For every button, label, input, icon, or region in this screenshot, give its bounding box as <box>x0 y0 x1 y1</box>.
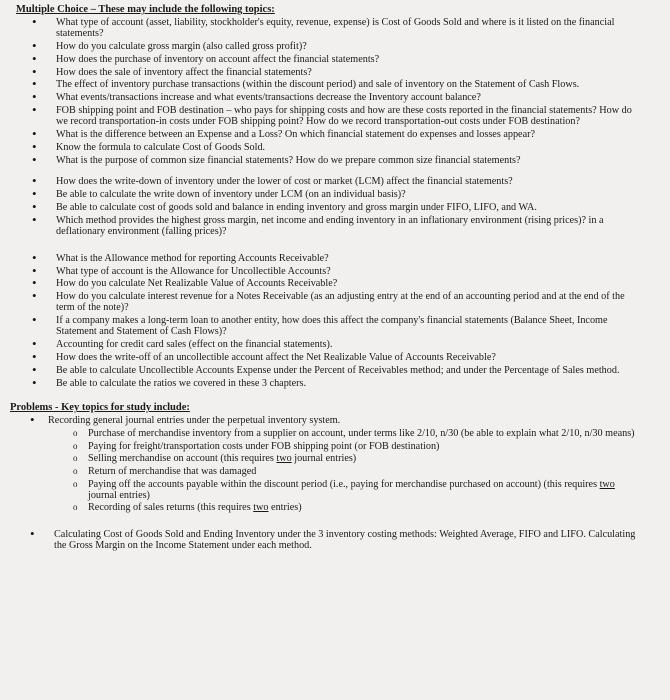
emphasis: two <box>599 478 615 490</box>
list-item: • Which method provides the highest gross margin, net income and ending inventory in an inflationary environment (rising prices)? in a deflationary environment (falling prices)? <box>10 215 662 237</box>
list-item: • What is the difference between an Expense and a Loss? On which financial statement do expenses and losses appear? <box>10 129 662 140</box>
list-item: • How does the write-off of an uncollectible account affect the Net Realizable Value of Accounts Receivable? <box>10 352 662 363</box>
list-item: o Purchase of merchandise inventory from a supplier on account, under terms like 2/10, n/30 (be able to explain what 2/10, n/30 means) <box>10 428 662 439</box>
list-item: • Be able to calculate cost of goods sold and balance in ending inventory and gross margin under FIFO, LIFO, and WA. <box>10 202 662 213</box>
emphasis: two <box>276 453 292 465</box>
list-item: o Return of merchandise that was damaged <box>10 466 662 477</box>
list-item: • How does the purchase of inventory on account affect the financial statements? <box>10 54 662 65</box>
list-item: • Be able to calculate Uncollectible Accounts Expense under the Percent of Receivables method; and under the Percentage of Sales method. <box>10 365 662 376</box>
list-item: • If a company makes a long-term loan to another entity, how does this affect the company's financial statements (Balance Sheet, Income Statement and Statement of Cash Flows)? <box>10 315 662 337</box>
list-item: • How do you calculate gross margin (also called gross profit)? <box>10 41 662 52</box>
text: Recording of sales returns (this requires <box>88 502 254 514</box>
emphasis: two <box>253 502 269 514</box>
text: journal entries) <box>291 453 357 465</box>
journal-entry-sublist <box>10 428 662 513</box>
text: Paying off the accounts payable within the discount period (i.e., paying for merchandise purchased on account) (this requires <box>88 478 600 490</box>
list-item: • How do you calculate Net Realizable Value of Accounts Receivable? <box>10 278 662 289</box>
list-item: • How does the write-down of inventory under the lower of cost or market (LCM) affect the financial statements? <box>10 176 662 187</box>
list-item <box>10 502 662 513</box>
list-item <box>10 453 662 464</box>
list-item: • What type of account (asset, liability, stockholder's equity, revenue, expense) is Cost of Goods Sold and where is it listed on the financial statements? <box>10 17 662 39</box>
problems-heading: Problems - Key topics for study include: <box>10 402 190 414</box>
list-item: • What type of account is the Allowance for Uncollectible Accounts? <box>10 266 662 277</box>
list-item: • What is the Allowance method for reporting Accounts Receivable? <box>10 253 662 264</box>
list-item: • Recording general journal entries under the perpetual inventory system. <box>10 415 662 426</box>
list-item <box>10 479 662 501</box>
list-item: o Paying for freight/transportation costs under FOB shipping point (or FOB destination) <box>10 441 662 452</box>
text: journal entries) <box>88 489 150 501</box>
list-item: • Accounting for credit card sales (effect on the financial statements). <box>10 339 662 350</box>
multiple-choice-heading: Multiple Choice – These may include the following topics: <box>16 4 275 15</box>
problems-list-2 <box>10 529 662 551</box>
list-item: • Calculating Cost of Goods Sold and Ending Inventory under the 3 inventory costing methods: Weighted Average, FIFO and LIFO. Calculating the Gross Margin on the Income Statement under each method. <box>10 529 662 551</box>
mc-topic-list-1 <box>10 17 662 166</box>
text: entries) <box>268 502 302 514</box>
list-item: • The effect of inventory purchase transactions (within the discount period) and sale of inventory on the Statement of Cash Flows. <box>10 79 662 90</box>
list-item: • Know the formula to calculate Cost of Goods Sold. <box>10 142 662 153</box>
text: Selling merchandise on account (this requires <box>88 453 277 465</box>
list-item: • How do you calculate interest revenue for a Notes Receivable (as an adjusting entry at the end of an accounting period and at the end of the term of the note)? <box>10 291 662 313</box>
problems-list <box>10 415 662 426</box>
list-item: • Be able to calculate the write down of inventory under LCM (on an individual basis)? <box>10 189 662 200</box>
list-item: • What events/transactions increase and what events/transactions decrease the Inventory account balance? <box>10 92 662 103</box>
list-item: • Be able to calculate the ratios we covered in these 3 chapters. <box>10 378 662 389</box>
list-item: • FOB shipping point and FOB destination – who pays for shipping costs and how are these costs reported in the financial statements? How do we record transportation-in costs under FOB shipping point? How do we record transportation-out costs under FOB destination? <box>10 105 662 127</box>
list-item: • How does the sale of inventory affect the financial statements? <box>10 67 662 78</box>
mc-topic-list-2 <box>10 176 662 237</box>
mc-topic-list-3 <box>10 253 662 389</box>
list-item: • What is the purpose of common size financial statements? How do we prepare common size financial statements? <box>10 155 662 166</box>
